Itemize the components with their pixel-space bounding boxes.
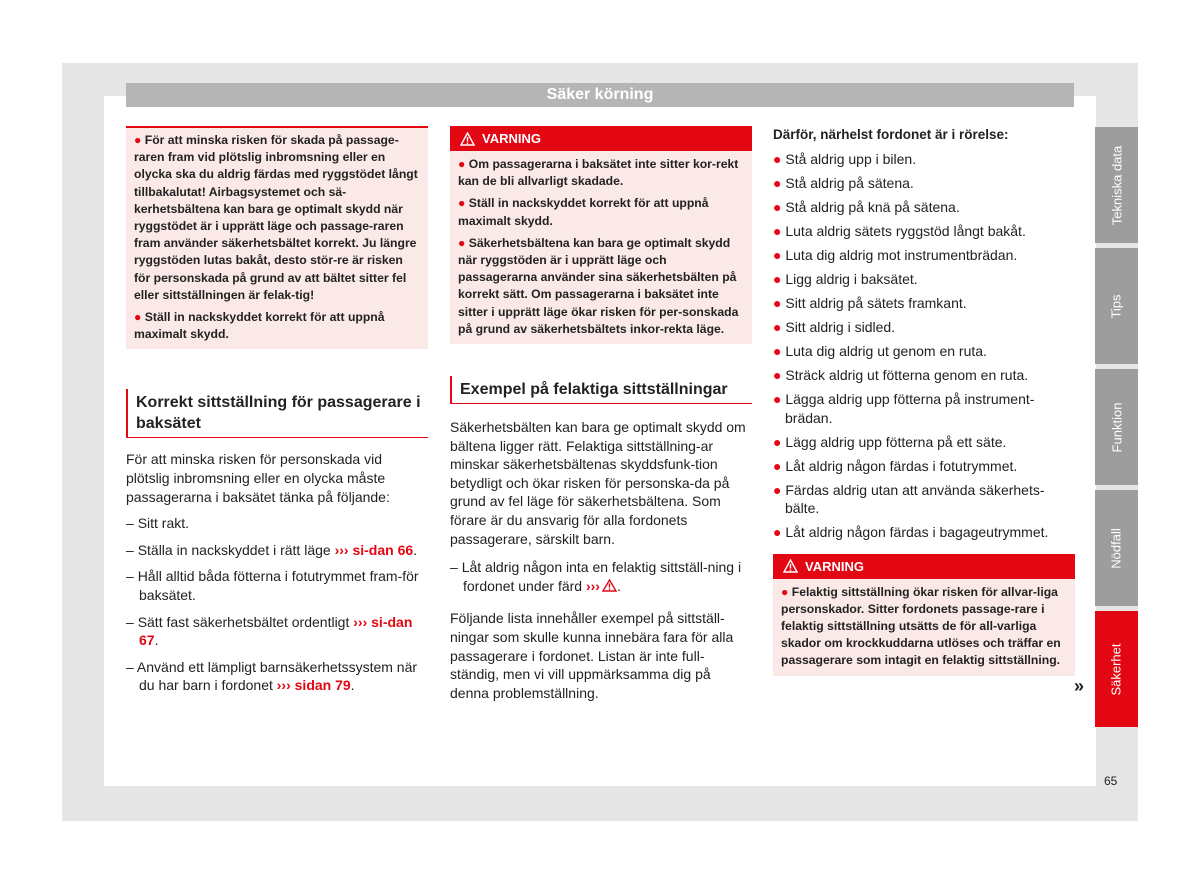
warning-label: VARNING [805,558,864,574]
list-item: ● Luta dig aldrig mot instrumentbrädan. [773,247,1018,263]
list-item: ● Stå aldrig på sätena. [773,175,914,191]
bullet-icon: ● [773,481,786,498]
bullet-icon: ● [773,319,786,335]
column-left [126,126,428,695]
bullet-icon: ● [773,391,786,407]
list-item: – Använd ett lämpligt barnsäkerhetssystem när du har barn i fordonet ››› sidan 79. [126,658,418,694]
list-item: – Sitt rakt. [126,515,190,532]
list-item: ● Lägg aldrig upp fötterna på ett säte. [773,433,1007,450]
page-title: Säker körning [126,83,1074,107]
warning-item: ● Säkerhetsbältena kan bara ge optimalt skydd när ryggstöden är i upprätt läge och passagerarna använder sina säkerhetsbälten på korrekt sätt. Om passagerarna i baksätet inte sitter i upprätt läge ökar risken för per-sonskada på grund av säkerhetsbältets inkor-rekta läge. [458,235,739,336]
column-middle [450,126,752,702]
warning-label: VARNING [482,131,541,146]
list-lead: Därför, närhelst fordonet är i rörelse: [773,127,1009,142]
continue-icon: » [1074,676,1085,696]
warning-header [773,554,1075,579]
list-item: ● Sitt aldrig i sidled. [773,319,896,335]
bullet-icon: ● [134,133,145,147]
list-item: ● Lägga aldrig upp fötterna på instrument-brädan. [773,391,1035,426]
section-heading: Exempel på felaktiga sittställningar [450,376,752,404]
list-item: – Låt aldrig någon inta en felaktig sittställ-ning i fordonet under färd ››› . [450,559,742,594]
warning-triangle-icon [783,559,798,573]
intro-paragraph: För att minska risken för personskada vid plötslig inbromsning eller en olycka måste passagerarna i baksätet tänka på följande: [126,451,390,505]
bullet-icon: ● [773,223,786,239]
bullet-icon: ● [773,295,786,311]
caution-box [126,126,428,349]
tab-funktion[interactable]: Funktion [1095,369,1138,485]
tab-nodfall[interactable]: Nödfall [1095,490,1138,606]
bullet-icon: ● [773,367,786,383]
bullet-icon: ● [773,524,786,540]
page-number: 65 [1104,774,1118,788]
bullet-icon: ● [458,157,469,171]
list-item: ● Ligg aldrig i baksätet. [773,271,918,287]
bullet-icon: ● [773,175,786,191]
warning-triangle-icon [602,579,617,592]
warning-triangle-icon [460,132,475,146]
bullet-icon: ● [458,196,469,211]
list-item: – Ställa in nackskyddet i rätt läge ››› si-dan 66. [126,541,418,558]
page-link[interactable]: ››› si-dan 66 [334,541,414,558]
list-item: – Håll alltid båda fötterna i fotutrymmet fram-för baksätet. [126,568,419,603]
page-link[interactable]: ››› sidan 79 [276,677,351,694]
list-item: – Sätt fast säkerhetsbältet ordentligt ››› si-dan 67. [126,613,413,649]
bullet-icon: ● [781,584,792,599]
list-item: ● Stå aldrig upp i bilen. [773,151,917,167]
bullet-icon: ● [773,247,786,263]
caution-item: ● För att minska risken för skada på passage-raren fram vid plötslig inbromsning eller en olycka ska du aldrig färdas med ryggstödet långt tillbakalutat! Airbagsystemet och sä-kerhetsbältena kan bara ge optimalt skydd när ryggstödet är i upprätt läge och passage-raren fram använder säkerhetsbältet korrekt. Ju längre ryggstöden lutas bakåt, desto stör-re är risken för personskada på grund av att bältet sitter fel eller sittställningen är felak-tig! [134,133,418,302]
warning-item: ● Ställ in nackskyddet korrekt för att uppnå maximalt skydd. [458,196,709,228]
bullet-icon: ● [773,199,786,215]
warning-header [450,126,752,151]
page-link[interactable]: ››› si-dan 67 [139,613,413,649]
bullet-list [773,150,1075,542]
warning-content [773,579,1075,676]
tab-sakerhet[interactable]: Säkerhet [1095,611,1138,727]
tab-tekniska-data[interactable]: Tekniska data [1095,127,1138,243]
bullet-icon: ● [773,457,786,474]
body-paragraph: Följande lista innehåller exempel på sittställ-ningar som skulle kunna innebära fara för alla passagerare i fordonet. Listan är inte full-ständig, men vi vill uppmärksamma dig på denna problemställning. [450,610,734,701]
warning-box [450,126,752,344]
list-item: ● Låt aldrig någon färdas i fotutrymmet. [773,457,1018,474]
list-item: ● Stå aldrig på knä på sätena. [773,199,960,215]
section-heading: Korrekt sittställning för passagerare i baksätet [126,389,428,438]
list-item: ● Sitt aldrig på sätets framkant. [773,295,967,311]
warning-box [773,554,1075,676]
bullet-icon: ● [773,343,786,359]
page-link[interactable]: ››› [585,577,600,594]
bullet-icon: ● [458,235,469,250]
column-right [773,126,1075,676]
bullet-icon: ● [773,151,786,167]
list-item: ● Luta dig aldrig ut genom en ruta. [773,343,987,359]
list-item: ● Låt aldrig någon färdas i bagageutrymmet. [773,524,1049,540]
body-paragraph: Säkerhetsbälten kan bara ge optimalt skydd om bältena ligger rätt. Felaktiga sittställning-ar minskar säkerhetsbältenas skyddsfunk-tion betydligt och ökar risken för personska-da på grund av fel läge för säkerhetsbältena. Som förare är du ansvarig för alla fordonets passagerare, särskilt barn. [450,419,746,547]
warning-item: ● Felaktig sittställning ökar risken för allvar-liga personskador. Sitter fordonets passage-rare i felaktig sittställning utsätts de för all-varliga skador om krockkuddarna utlöses och träffar en passagerare som intagit en felaktig sittställning. [781,584,1061,668]
bullet-icon: ● [773,271,786,287]
list-item: ● Färdas aldrig utan att använda säkerhets-bälte. [773,481,1045,516]
list-item: ● Sträck aldrig ut fötterna genom en ruta. [773,367,1029,383]
warning-content [450,151,752,344]
bullet-icon: ● [773,433,786,450]
tab-tips[interactable]: Tips [1095,248,1138,364]
warning-item: ● Om passagerarna i baksätet inte sitter kor-rekt kan de bli allvarligt skadade. [458,157,739,189]
list-item: ● Luta aldrig sätets ryggstöd långt bakåt. [773,223,1026,239]
caution-item: ● Ställ in nackskyddet korrekt för att uppnå maximalt skydd. [134,310,385,342]
bullet-icon: ● [134,310,145,325]
